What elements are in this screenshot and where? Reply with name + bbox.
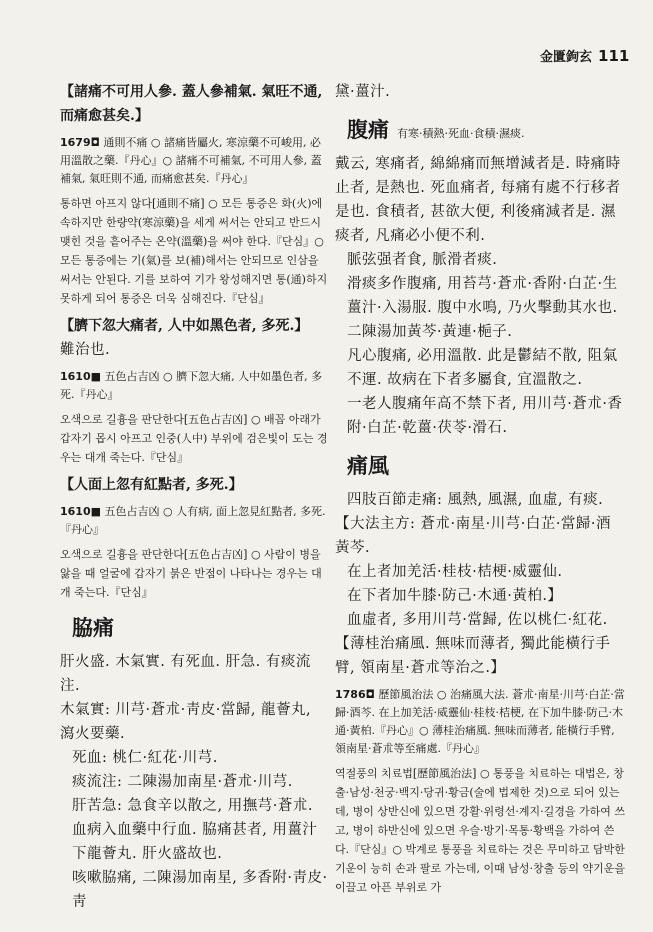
text-line: 死血: 桃仁·紅花·川芎. — [72, 750, 218, 766]
page-header — [540, 46, 629, 65]
text-line: 脈弦强者食, 脈滑者痰. — [347, 252, 498, 268]
text-line: 戴云, 寒痛者, 綿綿痛而無增減者是. 時痛時止者, 是熱也. 死血痛者, 每痛有處不行移者是也. 食積者, 甚欲大便, 利後痛減者是. 濕痰者, 凡痛必小便不利. — [335, 156, 621, 244]
entry-1610a — [60, 368, 328, 404]
section-subtitle: 有寒·積熱·死血·食積·濕痰. — [397, 127, 525, 140]
korean-translation: 오색으로 길흉을 판단한다[五色占吉凶] ○ 사람이 병을 앓을 때 얼굴에 갑자기 붉은 반점이 나타나는 경우는 대개 죽는다.『단심』 — [60, 548, 322, 599]
text-line: 黛·薑汁. — [335, 84, 391, 100]
entry-text: 五色占吉凶 ○ 人有病, 面上忽見紅點者, 多死.『丹心』 — [60, 505, 326, 536]
text-line: 在下者加牛膝·防己·木通·黃柏.】 — [347, 588, 563, 604]
entry-code: 1610■ — [60, 505, 102, 518]
section-title-abdominal-pain — [347, 114, 625, 144]
text-line: 滑痰多作腹痛, 用苔芎·蒼朮·香附·白芷·生薑汁·入湯服. 腹中水鳴, 乃火擊動其水也. 二陳湯加黃芩·黃連·梔子. — [347, 276, 618, 340]
text-line: 四肢百節走痛: 風熱, 風濕, 血虛, 有痰. — [347, 492, 604, 508]
page-number: 111 — [598, 47, 630, 65]
book-title: 金匱鉤玄 — [540, 50, 593, 65]
left-column — [60, 80, 328, 914]
text-line: 【大法主方: 蒼朮·南星·川芎·白芷·當歸·酒黃芩. — [335, 516, 612, 556]
entry-text: 通則不痛 ○ 諸痛皆屬火, 寒涼藥不可峻用, 必用溫散之藥.『丹心』○ 諸痛不可補氣, 不可用人參, 蓋補氣, 氣旺則不通, 而痛愈甚矣.『丹心』 — [60, 136, 322, 185]
text-line: 在上者加羌活·桂枝·桔梗·威靈仙. — [347, 564, 563, 580]
quote-block: 【臍下忽大痛者, 人中如黑色者, 多死.】 — [60, 318, 309, 334]
section-title-text: 腹痛 — [347, 117, 389, 142]
text-line: 凡心腹痛, 必用溫散. 此是鬱結不散, 阻氣不運. 故病在下者多屬食, 宜溫散之. — [347, 348, 618, 388]
text-line: 血虛者, 多用川芎·當歸, 佐以桃仁·紅花. — [347, 612, 608, 628]
section-title: 脇痛 — [72, 615, 114, 640]
right-column — [335, 80, 625, 897]
korean-translation: 오색으로 길흉을 판단한다[五色占吉凶] ○ 배꼽 아래가 갑자기 몹시 아프고 인중(人中) 부위에 검은빛이 도는 경우는 대개 죽는다.『단심』 — [60, 413, 328, 464]
quote-block: 【諸痛不可用人參. 蓋人參補氣. 氣旺不通, 而痛愈甚矣.】 — [60, 84, 323, 124]
text-line: 難治也. — [60, 342, 111, 358]
entry-1610b — [60, 503, 328, 539]
entry-code: 1610■ — [60, 370, 102, 383]
korean-translation: 통하면 아프지 않다[通則不痛] ○ 모든 통증은 화(火)에 속하지만 한량약(寒涼藥)을 세게 써서는 안되고 반드시 맺힌 것을 흩어주는 온약(溫藥)을 써야 한다.『단심』○ 모든 통증에는 기(氣)를 보(補)해서는 안되므로 인삼을 써서는 안된다. 기를 보하여 기가 왕성해지면 통(通)하지 못하게 되어 통증은 더욱 심해진다.『단심』 — [60, 197, 328, 305]
entry-1786 — [335, 686, 625, 758]
entry-text: 歷節風治法 ○ 治痛風大法. 蒼朮·南星·川芎·白芷·當歸·酒芩. 在上加羌活·威靈仙·桂枝·桔梗, 在下加牛膝·防己·木通·黃柏.『丹心』○ 薄桂治痛風. 無味而薄者, 能橫行手臂, 領南星·蒼朮等至痛處.『丹心』 — [335, 688, 625, 755]
text-line: 【薄桂治痛風. 無味而薄者, 獨此能橫行手臂, 領南星·蒼朮等治之.】 — [335, 636, 611, 676]
entry-1679 — [60, 134, 328, 188]
section-title-gout: 痛風 — [347, 453, 389, 478]
korean-translation: 역절풍의 치료법[歷節風治法] ○ 통풍을 치료하는 대법은, 창출·남성·천궁·백지·당귀·황금(술에 법제한 것)으로 되어 있는데, 병이 상반신에 있으면 강활·위령선·계지·길경을 가하여 쓰고, 병이 하반신에 있으면 우슬·방기·목통·황백을 가하여 쓴다.『단심』○ 박계로 통풍을 치료하는 것은 무미하고 담박한 기운이 능히 손과 팔로 가는데, 이때 남성·창출 등의 약기운을 이끌고 아픈 부위로 가 — [335, 767, 625, 894]
quote-block: 【人面上忽有紅點者, 多死.】 — [60, 477, 243, 493]
text-line: 木氣實: 川芎·蒼朮·靑皮·當歸, 龍薈丸, 瀉火要藥. — [60, 702, 312, 742]
entry-code: 1786◘ — [335, 688, 375, 701]
entry-text: 五色占吉凶 ○ 臍下忽大痛, 人中如墨色者, 多死.『丹心』 — [60, 370, 323, 401]
text-line: 肝火盛. 木氣實. 有死血. 肝急. 有痰流注. — [60, 654, 311, 694]
text-line: 一老人腹痛年高不禁下者, 用川芎·蒼朮·香附·白芷·乾薑·茯苓·滑石. — [347, 396, 623, 436]
text-line: 痰流注: 二陳湯加南星·蒼朮·川芎. — [72, 774, 293, 790]
text-line: 咳嗽脇痛, 二陳湯加南星, 多香附·靑皮·靑 — [72, 870, 328, 910]
text-line: 肝苦急: 急食辛以散之, 用撫芎·蒼朮. 血病入血藥中行血. 脇痛甚者, 用薑汁下龍薈丸. 肝火盛故也. — [72, 798, 318, 862]
entry-code: 1679◘ — [60, 136, 100, 149]
